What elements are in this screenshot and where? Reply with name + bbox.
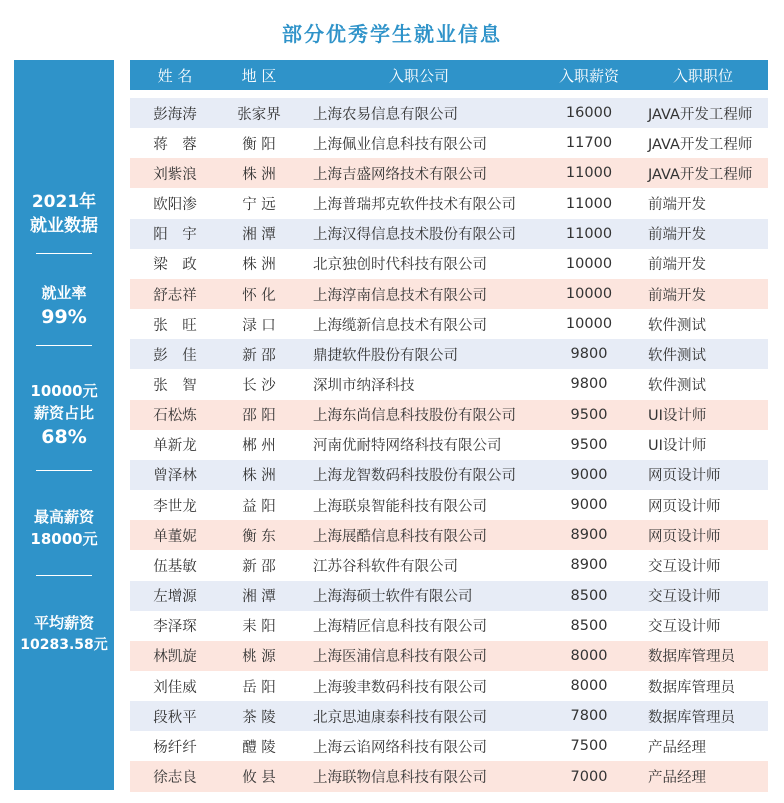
cell-region: 茶 陵 — [242, 709, 276, 726]
cell-company: 上海汉得信息技术股份有限公司 — [313, 227, 516, 244]
cell-company: 鼎捷软件股份有限公司 — [313, 347, 458, 364]
cell-name: 曾泽林 — [153, 468, 197, 485]
cell-name: 彭 佳 — [153, 347, 197, 364]
cell-position: 数据库管理员 — [648, 649, 735, 666]
divider — [36, 470, 92, 471]
table-row — [130, 430, 768, 460]
table-row — [130, 128, 768, 158]
cell-salary: 11000 — [565, 195, 613, 212]
cell-company: 上海农易信息有限公司 — [313, 106, 458, 123]
cell-company: 河南优耐特网络科技有限公司 — [313, 438, 502, 455]
cell-name: 刘紫浪 — [153, 166, 197, 183]
cell-position: 网页设计师 — [648, 528, 721, 545]
employment-table — [130, 60, 768, 792]
table-row — [130, 460, 768, 490]
cell-name: 舒志祥 — [153, 287, 197, 304]
header-salary: 入职薪资 — [558, 66, 619, 85]
salary-ratio-value: 68% — [41, 426, 87, 448]
header-company: 入职公司 — [388, 66, 449, 85]
cell-position: UI设计师 — [648, 408, 707, 425]
cell-salary: 8000 — [570, 647, 608, 664]
table-row — [130, 641, 768, 671]
table-row — [130, 761, 768, 791]
cell-salary: 10000 — [565, 316, 613, 333]
cell-region: 郴 州 — [242, 438, 276, 455]
cell-region: 醴 陵 — [242, 739, 276, 756]
table-row — [130, 279, 768, 309]
divider — [36, 253, 92, 254]
cell-position: 前端开发 — [648, 257, 706, 274]
cell-salary: 8000 — [570, 678, 608, 695]
salary-ratio-stat — [14, 380, 114, 450]
cell-region: 株 洲 — [242, 468, 276, 485]
cell-position: JAVA开发工程师 — [648, 136, 753, 153]
divider — [36, 345, 92, 346]
cell-position: 软件测试 — [648, 377, 706, 394]
header-region: 地 区 — [241, 66, 277, 85]
cell-salary: 7500 — [570, 738, 608, 755]
max-salary-label: 最高薪资 — [33, 508, 94, 526]
employment-rate-stat — [14, 282, 114, 330]
cell-company: 北京思迪康泰科技有限公司 — [313, 709, 487, 726]
cell-name: 彭海涛 — [153, 106, 197, 123]
cell-company: 上海缆新信息技术有限公司 — [313, 317, 487, 334]
cell-region: 邵 阳 — [242, 408, 276, 425]
cell-position: 产品经理 — [648, 770, 706, 787]
cell-region: 新 邵 — [242, 558, 276, 575]
cell-name: 张 旺 — [153, 317, 197, 334]
cell-company: 江苏谷科软件有限公司 — [313, 558, 458, 575]
cell-region: 攸 县 — [242, 770, 276, 787]
cell-company: 上海骏聿数码科技有限公司 — [313, 679, 487, 696]
max-salary-value: 18000元 — [30, 530, 98, 548]
cell-region: 怀 化 — [242, 287, 276, 304]
divider — [36, 575, 92, 576]
cell-company: 上海普瑞邦克软件技术有限公司 — [313, 197, 516, 214]
cell-name: 张 智 — [153, 377, 197, 394]
cell-name: 林凯旋 — [153, 649, 197, 666]
cell-company: 上海联泉智能科技有限公司 — [313, 498, 487, 515]
table-row — [130, 98, 768, 128]
cell-position: UI设计师 — [648, 438, 707, 455]
year-label: 2021年 — [31, 192, 97, 212]
cell-salary: 8900 — [570, 527, 608, 544]
cell-salary: 9000 — [570, 466, 608, 483]
cell-name: 李世龙 — [153, 498, 197, 515]
employment-rate-label: 就业率 — [41, 284, 87, 302]
salary-ratio-label-1: 10000元 — [30, 382, 98, 400]
table-row — [130, 400, 768, 430]
cell-name: 单董妮 — [153, 528, 197, 545]
cell-company: 上海展酷信息科技有限公司 — [313, 528, 487, 545]
cell-position: 数据库管理员 — [648, 709, 735, 726]
cell-region: 长 沙 — [242, 377, 276, 394]
cell-salary: 7000 — [570, 768, 608, 785]
cell-company: 北京独创时代科技有限公司 — [313, 257, 487, 274]
employment-data-label: 就业数据 — [30, 216, 98, 236]
page-title: 部分优秀学生就业信息 — [282, 22, 502, 46]
cell-salary: 7800 — [570, 708, 608, 725]
stats-sidebar — [14, 60, 114, 790]
table-row — [130, 309, 768, 339]
cell-salary: 11000 — [565, 165, 613, 182]
avg-salary-value: 10283.58元 — [20, 637, 108, 653]
cell-company: 上海吉盛网络技术有限公司 — [313, 166, 487, 183]
cell-salary: 8500 — [570, 587, 608, 604]
cell-position: 前端开发 — [648, 227, 706, 244]
cell-region: 湘 潭 — [242, 227, 276, 244]
cell-position: 交互设计师 — [648, 589, 721, 606]
cell-name: 蒋 蓉 — [153, 136, 197, 153]
cell-name: 单新龙 — [153, 438, 197, 455]
max-salary-stat — [14, 506, 114, 550]
cell-region: 新 邵 — [242, 347, 276, 364]
cell-salary: 9500 — [570, 436, 608, 453]
cell-salary: 10000 — [565, 255, 613, 272]
header-name: 姓 名 — [157, 66, 193, 85]
cell-salary: 11000 — [565, 225, 613, 242]
cell-company: 上海海硕士软件有限公司 — [313, 589, 473, 606]
table-body — [130, 98, 768, 792]
cell-salary: 9500 — [570, 406, 608, 423]
cell-salary: 9800 — [570, 376, 608, 393]
table-row — [130, 611, 768, 641]
cell-region: 渌 口 — [242, 317, 276, 334]
table-row — [130, 339, 768, 369]
cell-region: 岳 阳 — [242, 679, 276, 696]
table-row — [130, 158, 768, 188]
cell-company: 深圳市纳泽科技 — [313, 377, 415, 394]
cell-company: 上海云谄网络科技有限公司 — [313, 739, 487, 756]
cell-name: 梁 政 — [153, 257, 197, 274]
cell-region: 衡 阳 — [242, 136, 276, 153]
salary-ratio-label-2: 薪资占比 — [33, 404, 94, 422]
cell-position: 软件测试 — [648, 347, 706, 364]
table-row — [130, 581, 768, 611]
cell-region: 益 阳 — [242, 498, 276, 515]
cell-name: 刘佳威 — [153, 679, 197, 696]
employment-rate-value: 99% — [41, 306, 87, 328]
cell-salary: 16000 — [565, 105, 613, 122]
cell-salary: 8900 — [570, 557, 608, 574]
year-stat — [14, 190, 114, 238]
cell-position: 软件测试 — [648, 317, 706, 334]
cell-salary: 11700 — [565, 135, 613, 152]
cell-name: 石松炼 — [153, 408, 197, 425]
header-position: 入职职位 — [672, 66, 733, 85]
cell-position: JAVA开发工程师 — [648, 106, 753, 123]
table-row — [130, 520, 768, 550]
cell-position: 交互设计师 — [648, 558, 721, 575]
cell-region: 宁 远 — [242, 197, 276, 214]
cell-position: 前端开发 — [648, 197, 706, 214]
cell-region: 湘 潭 — [242, 589, 276, 606]
cell-name: 欧阳渗 — [153, 197, 197, 214]
table-row — [130, 550, 768, 580]
table-row — [130, 369, 768, 399]
cell-region: 株 洲 — [242, 166, 276, 183]
cell-name: 杨纤纤 — [153, 739, 197, 756]
cell-salary: 9800 — [570, 346, 608, 363]
table-row — [130, 249, 768, 279]
cell-salary: 8500 — [570, 617, 608, 634]
cell-region: 衡 东 — [242, 528, 276, 545]
cell-company: 上海淳南信息技术有限公司 — [313, 287, 487, 304]
cell-position: 交互设计师 — [648, 619, 721, 636]
cell-name: 左增源 — [153, 589, 197, 606]
cell-salary: 9000 — [570, 497, 608, 514]
cell-region: 耒 阳 — [242, 619, 276, 636]
cell-region: 张家界 — [237, 106, 281, 123]
cell-company: 上海医浦信息科技有限公司 — [313, 649, 487, 666]
cell-position: 网页设计师 — [648, 498, 721, 515]
table-row — [130, 731, 768, 761]
table-row — [130, 219, 768, 249]
table-row — [130, 490, 768, 520]
cell-position: 网页设计师 — [648, 468, 721, 485]
avg-salary-stat — [14, 612, 114, 656]
cell-company: 上海佩业信息科技有限公司 — [313, 136, 487, 153]
cell-region: 株 洲 — [242, 257, 276, 274]
cell-company: 上海龙智数码科技股份有限公司 — [313, 468, 516, 485]
cell-name: 徐志良 — [153, 770, 197, 787]
table-row — [130, 188, 768, 218]
cell-position: 产品经理 — [648, 739, 706, 756]
cell-name: 李泽琛 — [153, 619, 197, 636]
cell-company: 上海东尚信息科技股份有限公司 — [313, 408, 516, 425]
table-header — [130, 60, 768, 90]
cell-name: 段秋平 — [153, 709, 197, 726]
cell-salary: 10000 — [565, 286, 613, 303]
table-row — [130, 671, 768, 701]
cell-region: 桃 源 — [242, 649, 276, 666]
table-row — [130, 701, 768, 731]
cell-position: 前端开发 — [648, 287, 706, 304]
cell-company: 上海联物信息科技有限公司 — [313, 770, 487, 787]
avg-salary-label: 平均薪资 — [33, 614, 94, 632]
cell-position: JAVA开发工程师 — [648, 166, 753, 183]
cell-position: 数据库管理员 — [648, 679, 735, 696]
cell-name: 伍基敏 — [153, 558, 197, 575]
cell-name: 阳 宇 — [153, 227, 197, 244]
cell-company: 上海精匠信息科技有限公司 — [313, 619, 487, 636]
